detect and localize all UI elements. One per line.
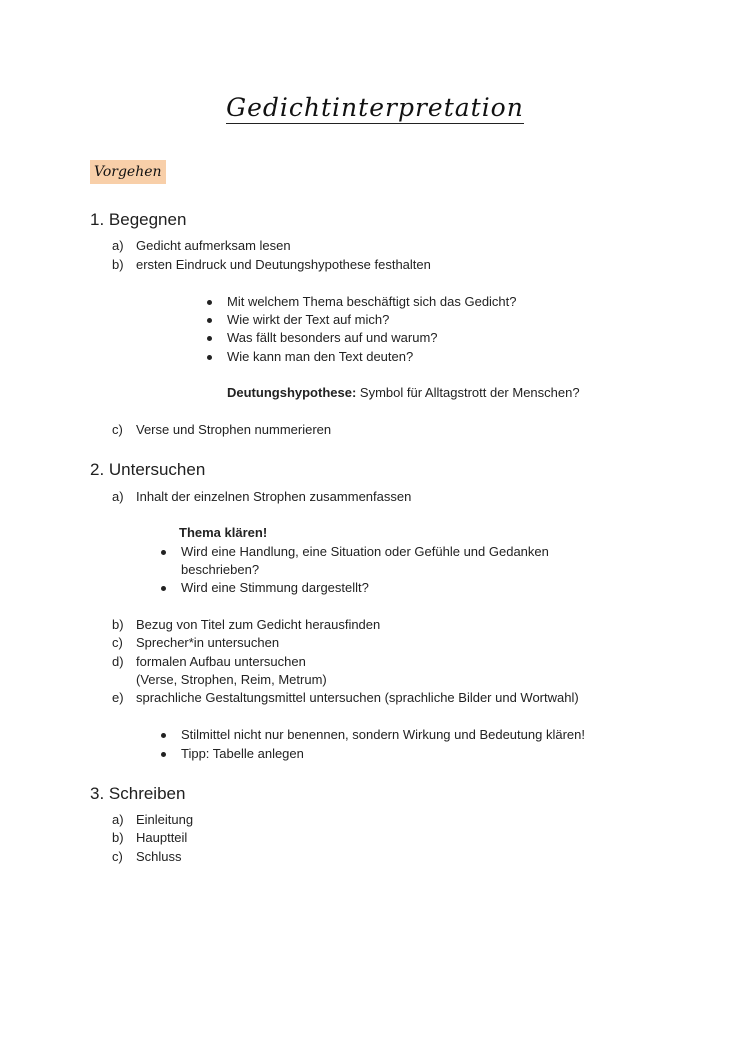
s1-bullet: Was fällt besonders auf und warum? (227, 330, 438, 345)
hypothesis-label: Deutungshypothese: (227, 385, 357, 400)
s2-c-text: Sprecher*in untersuchen (136, 635, 280, 650)
s2-d-text: formalen Aufbau untersuchen (136, 654, 306, 669)
s1-b-marker: b) (112, 257, 124, 272)
s3-c-marker: c) (112, 849, 123, 864)
s2-c-marker: c) (112, 635, 123, 650)
section-3-heading: 3. Schreiben (90, 784, 186, 803)
s3-b-marker: b) (112, 830, 124, 845)
s1-a-text: Gedicht aufmerksam lesen (136, 238, 291, 253)
s3-a-text: Einleitung (136, 812, 194, 827)
s1-b-text: ersten Eindruck und Deutungshypothese festhalten (136, 257, 431, 272)
s3-a-marker: a) (112, 812, 124, 827)
s1-a-marker: a) (112, 238, 124, 253)
s3-c-text: Schluss (136, 849, 182, 864)
page-title: Gedichtinterpretation (226, 93, 524, 122)
s3-b-text: Hauptteil (136, 830, 188, 845)
section-2-heading: 2. Untersuchen (90, 460, 206, 479)
s2-bullet-continuation: beschrieben? (181, 562, 260, 577)
s2-bullet: Wird eine Handlung, eine Situation oder Gefühle und Gedanken (181, 544, 549, 559)
s2-d-marker: d) (112, 654, 124, 669)
hypothesis-text: Symbol für Alltagstrott der Menschen? (356, 385, 580, 400)
s1-bullet: Wie wirkt der Text auf mich? (227, 312, 390, 327)
thema-klaeren: Thema klären! (179, 525, 268, 540)
section-1-heading: 1. Begegnen (90, 210, 187, 229)
s2-b-marker: b) (112, 617, 124, 632)
s2-e-text: sprachliche Gestaltungsmittel untersuchen (sprachliche Bilder und Wortwahl) (136, 690, 579, 705)
s1-c-text: Verse und Strophen nummerieren (136, 422, 332, 437)
s2-e-marker: e) (112, 690, 124, 705)
s2-b-text: Bezug von Titel zum Gedicht herausfinden (136, 617, 381, 632)
s2-d-detail: (Verse, Strophen, Reim, Metrum) (136, 672, 327, 687)
s2-a-text: Inhalt der einzelnen Strophen zusammenfassen (136, 489, 412, 504)
vorgehen-highlight: Vorgehen (90, 160, 166, 184)
s1-bullet: Mit welchem Thema beschäftigt sich das Gedicht? (227, 294, 517, 309)
s2-a-marker: a) (112, 489, 124, 504)
s2-bullet: Tipp: Tabelle anlegen (181, 746, 304, 761)
s2-bullet: Stilmittel nicht nur benennen, sondern Wirkung und Bedeutung klären! (181, 727, 585, 742)
s1-bullet: Wie kann man den Text deuten? (227, 349, 414, 364)
deutungshypothese (227, 385, 580, 400)
s1-c-marker: c) (112, 422, 123, 437)
s2-bullet: Wird eine Stimmung dargestellt? (181, 580, 369, 595)
